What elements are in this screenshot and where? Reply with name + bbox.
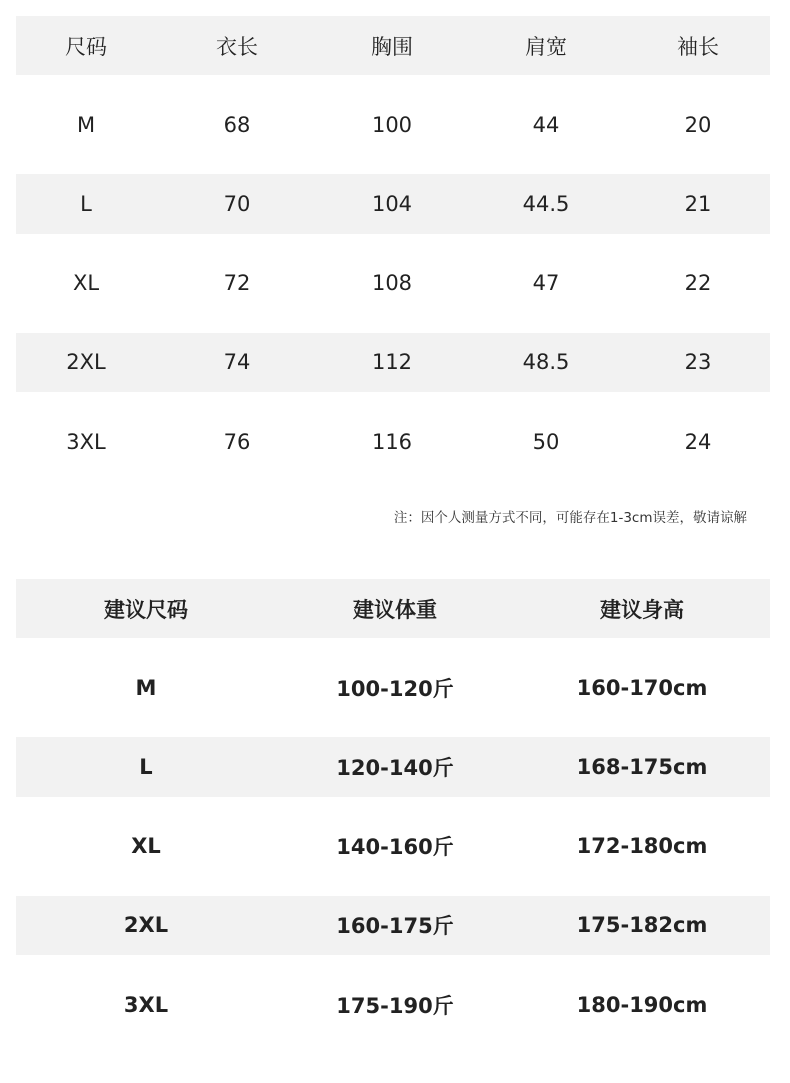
header-cell: 肩宽 xyxy=(525,34,567,59)
measurement-note: 注：因个人测量方式不同，可能存在1-3cm误差，敬请谅解 xyxy=(393,510,747,526)
height-cell: 160-170cm xyxy=(576,675,708,700)
size-cell: XL xyxy=(131,834,161,859)
sleeve-cell: 20 xyxy=(684,112,712,137)
header-cell: 建议尺码 xyxy=(104,597,188,622)
chest-cell: 108 xyxy=(371,271,413,296)
length-cell: 74 xyxy=(223,350,251,375)
size-cell: 2XL xyxy=(66,350,106,375)
chest-cell: 116 xyxy=(371,429,413,454)
height-cell: 168-175cm xyxy=(576,755,708,780)
weight-cell: 100-120斤 xyxy=(336,676,454,701)
table-row xyxy=(16,392,770,491)
weight-cell: 160-175斤 xyxy=(336,914,454,939)
header-cell: 衣长 xyxy=(216,34,258,59)
table-row xyxy=(16,333,770,392)
shoulder-cell: 50 xyxy=(532,429,560,454)
sleeve-cell: 22 xyxy=(684,271,712,296)
table-row xyxy=(16,638,770,737)
size-cell: 3XL xyxy=(123,992,169,1017)
length-cell: 72 xyxy=(223,271,251,296)
table-row xyxy=(16,896,770,955)
table-row xyxy=(16,737,770,796)
size-cell: M xyxy=(76,112,96,137)
size-cell: L xyxy=(139,755,153,780)
weight-cell: 175-190斤 xyxy=(336,993,454,1018)
shoulder-cell: 48.5 xyxy=(522,350,570,375)
shoulder-cell: 44 xyxy=(532,112,560,137)
size-cell: 2XL xyxy=(123,913,169,938)
sleeve-cell: 24 xyxy=(684,429,712,454)
table-row xyxy=(16,75,770,174)
size-chart-header-row xyxy=(16,16,770,75)
size-cell: M xyxy=(135,675,157,700)
size-cell: XL xyxy=(72,271,100,296)
table-row xyxy=(16,234,770,333)
length-cell: 76 xyxy=(223,429,251,454)
height-cell: 172-180cm xyxy=(576,834,708,859)
table-row xyxy=(16,797,770,896)
length-cell: 70 xyxy=(223,192,251,217)
sleeve-cell: 21 xyxy=(684,192,712,217)
size-chart-table xyxy=(16,16,770,491)
header-cell: 建议体重 xyxy=(353,597,437,622)
recommend-size-table xyxy=(16,579,770,1054)
weight-cell: 140-160斤 xyxy=(336,835,454,860)
header-cell: 袖长 xyxy=(677,34,719,59)
chest-cell: 112 xyxy=(371,350,413,375)
height-cell: 180-190cm xyxy=(576,992,708,1017)
shoulder-cell: 44.5 xyxy=(522,192,570,217)
sleeve-cell: 23 xyxy=(684,350,712,375)
chest-cell: 100 xyxy=(371,112,413,137)
weight-cell: 120-140斤 xyxy=(336,756,454,781)
size-cell: 3XL xyxy=(66,429,106,454)
header-cell: 尺码 xyxy=(65,34,107,59)
length-cell: 68 xyxy=(223,112,251,137)
shoulder-cell: 47 xyxy=(532,271,560,296)
table-row xyxy=(16,174,770,233)
size-cell: L xyxy=(80,192,92,217)
header-cell: 胸围 xyxy=(371,34,413,59)
recommend-header-row xyxy=(16,579,770,638)
header-cell: 建议身高 xyxy=(600,597,684,622)
table-row xyxy=(16,955,770,1054)
chest-cell: 104 xyxy=(371,192,413,217)
height-cell: 175-182cm xyxy=(576,913,708,938)
